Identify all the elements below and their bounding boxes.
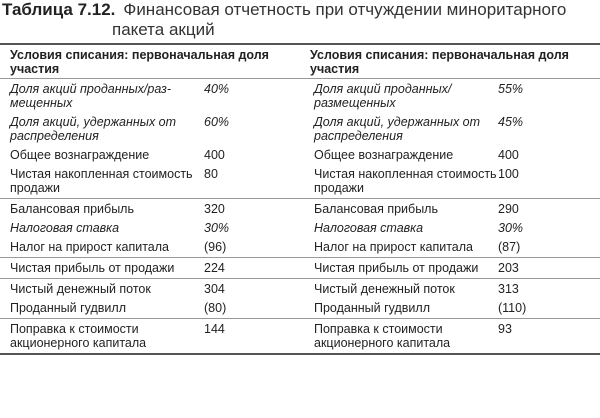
right-label-cell: Проданный гудвилл bbox=[314, 301, 431, 315]
right-label-cell: Доля акций проданных/ размещенных bbox=[314, 82, 452, 110]
right-value-cell: 203 bbox=[498, 261, 519, 275]
table-row bbox=[0, 301, 600, 315]
right-label-cell: Балансовая прибыль bbox=[314, 202, 438, 216]
table-row bbox=[0, 167, 600, 195]
table-row bbox=[0, 82, 600, 110]
caption-title: Финансовая отчетность при отчуждении миноритарного bbox=[123, 0, 567, 19]
left-value-cell: (80) bbox=[204, 301, 227, 315]
left-label-cell: Налоговая ставка bbox=[10, 221, 120, 235]
right-value-cell: 400 bbox=[498, 148, 519, 162]
left-value-cell: 320 bbox=[204, 202, 225, 216]
left-label-cell: Доля акций проданных/размещенных bbox=[10, 82, 171, 110]
table-row bbox=[0, 221, 600, 235]
table-row bbox=[0, 115, 600, 143]
left-label-cell: Чистая прибыль от продажи bbox=[10, 261, 175, 275]
table-row bbox=[0, 148, 600, 162]
left-value-cell: 30% bbox=[204, 221, 230, 235]
left-value-cell: 40% bbox=[204, 82, 230, 96]
table-row bbox=[0, 282, 600, 296]
right-value-cell: 313 bbox=[498, 282, 519, 296]
table-body bbox=[0, 79, 600, 355]
left-value-cell: 60% bbox=[204, 115, 230, 129]
left-value-cell: (96) bbox=[204, 240, 227, 254]
caption-label: Таблица 7.12. bbox=[2, 0, 116, 19]
financial-table bbox=[0, 43, 600, 355]
right-value-cell: 30% bbox=[498, 221, 524, 235]
right-label-cell: Налоговая ставка bbox=[314, 221, 424, 235]
left-value-cell: 80 bbox=[204, 167, 218, 181]
left-label-cell: Проданный гудвилл bbox=[10, 301, 127, 315]
right-value-cell: 290 bbox=[498, 202, 519, 216]
left-label-cell: Балансовая прибыль bbox=[10, 202, 134, 216]
right-label-cell: Чистая накопленная стоимость продажи bbox=[314, 167, 497, 195]
right-label-cell: Чистая прибыль от продажи bbox=[314, 261, 479, 275]
right-value-cell: 93 bbox=[498, 322, 512, 336]
caption-title-continued: пакета акций bbox=[112, 20, 215, 39]
header-left: Условия списания: первоначальная доля участия bbox=[10, 48, 269, 76]
table-caption bbox=[2, 0, 598, 39]
table-row bbox=[0, 202, 600, 216]
left-label-cell: Доля акций, удержанных от распределения bbox=[10, 115, 177, 143]
left-label-cell: Налог на прирост капитала bbox=[10, 240, 170, 254]
left-label-cell: Чистая накопленная стоимость продажи bbox=[10, 167, 193, 195]
right-value-cell: 45% bbox=[498, 115, 524, 129]
table-header-row bbox=[0, 45, 600, 79]
table-row-group bbox=[0, 279, 600, 319]
table-row bbox=[0, 240, 600, 254]
right-label-cell: Общее вознаграждение bbox=[314, 148, 454, 162]
right-label-cell: Доля акций, удержанных от распределения bbox=[314, 115, 481, 143]
left-value-cell: 224 bbox=[204, 261, 225, 275]
table-row-group bbox=[0, 79, 600, 199]
left-value-cell: 400 bbox=[204, 148, 225, 162]
right-value-cell: (110) bbox=[498, 301, 527, 315]
right-value-cell: 100 bbox=[498, 167, 519, 181]
left-value-cell: 304 bbox=[204, 282, 225, 296]
left-label-cell: Поправка к стоимости акционерного капитала bbox=[10, 322, 147, 350]
right-label-cell: Поправка к стоимости акционерного капитала bbox=[314, 322, 451, 350]
right-label-cell: Налог на прирост капитала bbox=[314, 240, 474, 254]
left-label-cell: Общее вознаграждение bbox=[10, 148, 150, 162]
table-row-group bbox=[0, 319, 600, 355]
right-value-cell: 55% bbox=[498, 82, 524, 96]
table-row-group bbox=[0, 199, 600, 258]
left-value-cell: 144 bbox=[204, 322, 225, 336]
table-row-group bbox=[0, 258, 600, 279]
right-label-cell: Чистый денежный поток bbox=[314, 282, 455, 296]
table-row bbox=[0, 261, 600, 275]
left-label-cell: Чистый денежный поток bbox=[10, 282, 151, 296]
table-row bbox=[0, 322, 600, 350]
header-right: Условия списания: первоначальная доля участия bbox=[310, 48, 569, 76]
right-value-cell: (87) bbox=[498, 240, 521, 254]
